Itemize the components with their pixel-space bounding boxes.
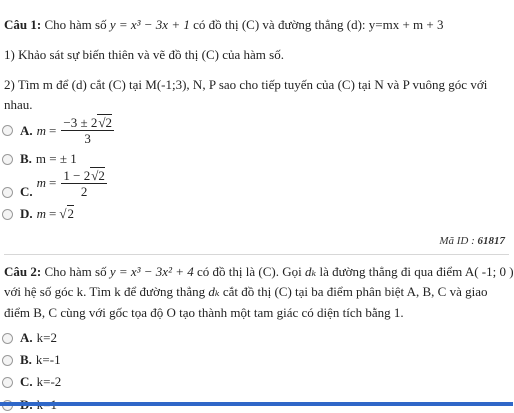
question-2-line-3: điểm B, C cùng với gốc tọa độ O tạo thành một tam giác có diện tích bằng 1. (4, 305, 404, 320)
option-letter: C. (20, 184, 33, 199)
option-equals: = (49, 175, 57, 190)
fraction-numerator: −3 ± 2√2 (63, 115, 112, 130)
question-2-line-2-after: cắt đồ thị (C) tại ba điểm phân biệt A, B, C và giao (222, 284, 488, 299)
option-variable: m (36, 206, 47, 221)
option-text: k=2 (36, 330, 57, 345)
question-2-function: y = x³ − 3x² + 4 (109, 264, 194, 279)
question-1-label: Câu 1: (4, 17, 42, 32)
option-equals: = (49, 122, 57, 138)
option-text: k=-1 (35, 352, 61, 367)
option-letter: D. (20, 206, 33, 221)
question-1-part-1: 1) Khảo sát sự biến thiên và vẽ đồ thị (C) của hàm số. (4, 47, 284, 62)
option-variable: m (36, 122, 47, 138)
fraction-numerator: 1 − 2√2 (63, 167, 105, 183)
line-symbol: dₖ (304, 264, 317, 279)
option-text: m = ± 1 (35, 151, 77, 166)
question-1-part-2-line-2: nhau. (4, 97, 33, 112)
line-symbol: dₖ (208, 284, 220, 299)
square-root: √2 (91, 167, 105, 183)
radio-button[interactable] (2, 154, 13, 165)
question-1-text-after: có đồ thị (C) và đường thẳng (d): y=mx + m + 3 (193, 17, 444, 32)
radio-button[interactable] (2, 125, 13, 136)
option-text: k=-2 (36, 374, 62, 389)
bottom-bar (0, 402, 513, 406)
radio-button[interactable] (2, 355, 13, 366)
radio-button[interactable] (2, 377, 13, 388)
radio-button[interactable] (2, 333, 13, 344)
question-2-option-b[interactable] (2, 352, 61, 368)
question-1-option-c[interactable] (2, 166, 109, 200)
square-root: √2 (59, 206, 75, 221)
question-2-line-2-before: với hệ số góc k. Tìm k để đường thẳng (4, 284, 206, 299)
square-root: √2 (98, 115, 112, 130)
question-2-text-before: Cho hàm số (44, 264, 107, 279)
question-1-function: y = x³ − 3x + 1 (109, 17, 190, 32)
option-fraction (61, 168, 106, 199)
question-1-header (4, 17, 444, 33)
radio-button[interactable] (2, 187, 13, 198)
fraction-denominator: 3 (84, 131, 91, 146)
question-1-option-b[interactable] (2, 151, 77, 167)
option-letter: B. (20, 151, 32, 166)
option-variable: m (36, 175, 47, 190)
question-2-text-end: là đường thẳng đi qua điểm A( -1; 0 ) (319, 264, 514, 279)
fraction-denominator: 2 (80, 183, 88, 199)
question-1-option-a[interactable] (2, 115, 116, 146)
question-2-line-2 (4, 284, 487, 300)
question-2-text-mid: có đồ thị là (C). Gọi (197, 264, 302, 279)
option-letter: A. (20, 330, 33, 345)
option-letter: B. (20, 352, 32, 367)
question-id-value: 61817 (477, 235, 505, 247)
question-2-label: Câu 2: (4, 264, 42, 279)
question-2-line-1 (4, 264, 514, 280)
question-divider (4, 254, 509, 255)
question-2-option-a[interactable] (2, 330, 57, 346)
radio-button[interactable] (2, 209, 13, 220)
option-fraction (61, 115, 114, 146)
question-1-part-2-line-1: 2) Tìm m để (d) cắt (C) tại M(-1;3), N, P sao cho tiếp tuyến của (C) tại N và P vuông góc với (4, 77, 488, 92)
question-1-text-before: Cho hàm số (44, 17, 107, 32)
question-1-option-d[interactable] (2, 206, 74, 222)
option-letter: C. (20, 374, 33, 389)
question-id-label: Mã ID : (439, 235, 475, 247)
option-equals: = (49, 206, 57, 221)
question-2-option-c[interactable] (2, 374, 61, 390)
option-letter: A. (20, 122, 33, 138)
question-id (439, 235, 505, 247)
